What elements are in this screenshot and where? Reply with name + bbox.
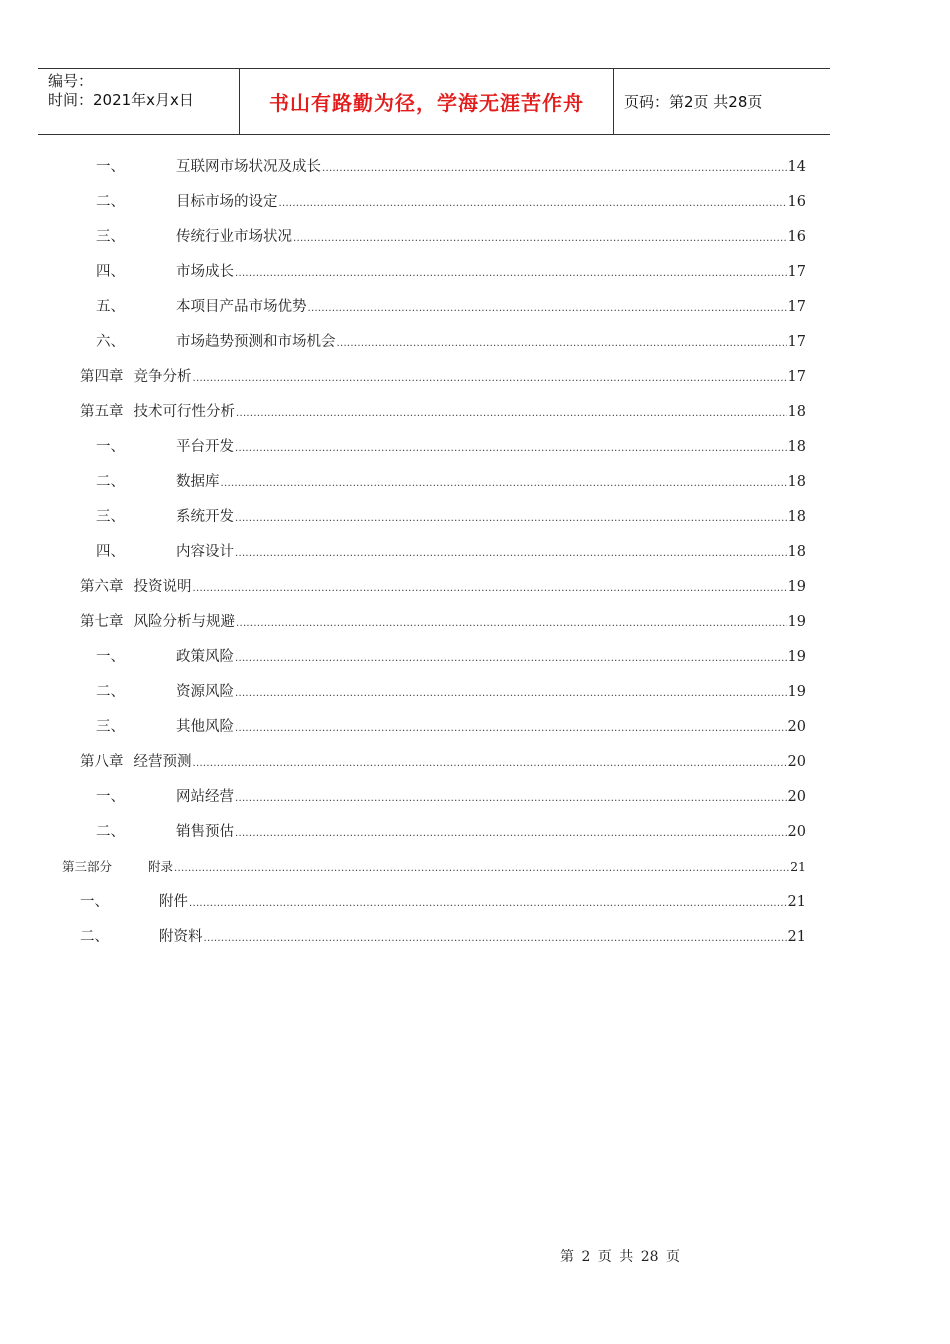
toc-entry-page: 16 — [787, 229, 806, 245]
toc-entry-title: 网站经营 — [176, 789, 234, 805]
toc-dot-leader — [235, 789, 787, 809]
toc-entry-title: 附录 — [148, 859, 174, 874]
toc-entry-title: 经营预测 — [133, 754, 192, 770]
toc-entry-title: 其他风险 — [176, 719, 234, 735]
toc-entry-page: 21 — [790, 859, 806, 874]
toc-dot-leader — [279, 194, 787, 214]
toc-entry-title: 本项目产品市场优势 — [176, 299, 307, 315]
toc-entry-title: 投资说明 — [133, 579, 192, 595]
toc-entry-page: 20 — [787, 754, 806, 770]
toc-entry-page: 19 — [787, 649, 806, 665]
toc-entry[interactable] — [96, 472, 806, 492]
toc-entry[interactable] — [80, 927, 806, 947]
toc-entry-number: 三、 — [96, 509, 125, 525]
toc-entry-number: 六、 — [96, 334, 125, 350]
toc-entry[interactable] — [80, 577, 806, 597]
toc-entry[interactable] — [80, 892, 806, 912]
toc-dot-leader — [235, 264, 787, 284]
toc-dot-leader — [189, 894, 787, 914]
toc-entry-page: 20 — [787, 719, 806, 735]
toc-entry-title: 内容设计 — [176, 544, 234, 560]
toc-dot-leader — [221, 474, 787, 494]
toc-entry-page: 17 — [787, 334, 806, 350]
toc-entry[interactable] — [96, 297, 806, 317]
header-page-label: 页码：第2页 共28页 — [624, 93, 763, 111]
toc-dot-leader — [235, 544, 787, 564]
toc-entry-title: 市场趋势预测和市场机会 — [176, 334, 336, 350]
toc-dot-leader — [235, 719, 787, 739]
toc-entry-page: 17 — [787, 369, 806, 385]
toc-entry-title: 互联网市场状况及成长 — [176, 159, 321, 175]
toc-entry-page: 19 — [787, 614, 806, 630]
toc-entry-page: 18 — [787, 544, 806, 560]
page-footer: 第 2 页 共 28 页 — [560, 1249, 680, 1265]
toc-entry-number: 第四章 — [80, 369, 124, 385]
toc-entry-number: 第三部分 — [62, 859, 113, 874]
toc-entry[interactable] — [80, 752, 806, 772]
toc-entry-title: 附件 — [159, 894, 188, 910]
toc-entry-title: 资源风险 — [176, 684, 234, 700]
toc-entry[interactable] — [62, 857, 806, 877]
toc-entry-page: 17 — [787, 299, 806, 315]
toc-entry[interactable] — [96, 192, 806, 212]
toc-dot-leader — [322, 159, 787, 179]
toc-dot-leader — [236, 614, 787, 634]
toc-entry-page: 21 — [787, 929, 806, 945]
toc-entry[interactable] — [96, 717, 806, 737]
toc-entry-title: 数据库 — [176, 474, 220, 490]
toc-entry-page: 18 — [787, 509, 806, 525]
toc-entry-number: 三、 — [96, 719, 125, 735]
toc-entry-title: 政策风险 — [176, 649, 234, 665]
toc-dot-leader — [235, 684, 787, 704]
toc-entry-number: 第六章 — [80, 579, 124, 595]
toc-dot-leader — [293, 229, 787, 249]
toc-entry-page: 19 — [787, 684, 806, 700]
toc-entry-page: 20 — [787, 824, 806, 840]
toc-entry-number: 一、 — [80, 894, 109, 910]
toc-entry[interactable] — [96, 787, 806, 807]
toc-entry-title: 技术可行性分析 — [133, 404, 235, 420]
toc-entry-number: 二、 — [96, 474, 125, 490]
toc-entry[interactable] — [96, 822, 806, 842]
toc-dot-leader — [337, 334, 787, 354]
toc-entry[interactable] — [80, 367, 806, 387]
toc-entry-page: 18 — [787, 474, 806, 490]
toc-entry-number: 四、 — [96, 264, 125, 280]
toc-entry-number: 四、 — [96, 544, 125, 560]
toc-entry-number: 第八章 — [80, 754, 124, 770]
document-time-label: 时间：2021年x月x日 — [48, 91, 194, 109]
toc-entry-page: 19 — [787, 579, 806, 595]
toc-entry-title: 系统开发 — [176, 509, 234, 525]
toc-dot-leader — [193, 754, 787, 774]
toc-entry-title: 竞争分析 — [133, 369, 192, 385]
toc-entry-number: 二、 — [96, 824, 125, 840]
toc-entry-number: 一、 — [96, 789, 125, 805]
toc-entry[interactable] — [96, 682, 806, 702]
toc-dot-leader — [235, 824, 787, 844]
document-number-label: 编号： — [48, 72, 94, 90]
toc-entry-number: 第七章 — [80, 614, 124, 630]
toc-entry-number: 三、 — [96, 229, 125, 245]
toc-dot-leader — [308, 299, 787, 319]
toc-entry-title: 目标市场的设定 — [176, 194, 278, 210]
toc-entry-number: 一、 — [96, 159, 125, 175]
toc-entry-number: 二、 — [80, 929, 109, 945]
toc-dot-leader — [235, 509, 787, 529]
toc-entry-number: 一、 — [96, 649, 125, 665]
toc-entry-title: 传统行业市场状况 — [176, 229, 292, 245]
toc-entry-title: 风险分析与规避 — [133, 614, 235, 630]
toc-entry-title: 销售预估 — [176, 824, 234, 840]
toc-dot-leader — [193, 369, 787, 389]
header-meta-cell — [38, 69, 240, 134]
toc-entry-number: 一、 — [96, 439, 125, 455]
toc-entry-title: 市场成长 — [176, 264, 234, 280]
toc-entry-number: 五、 — [96, 299, 125, 315]
toc-entry-title: 平台开发 — [176, 439, 234, 455]
toc-entry[interactable] — [96, 542, 806, 562]
toc-entry[interactable] — [80, 612, 806, 632]
toc-dot-leader — [193, 579, 787, 599]
toc-entry[interactable] — [80, 402, 806, 422]
toc-dot-leader — [236, 404, 787, 424]
toc-dot-leader — [174, 859, 789, 879]
header-page-cell — [614, 69, 830, 134]
toc-entry[interactable] — [96, 332, 806, 352]
toc-entry[interactable] — [96, 437, 806, 457]
toc-entry-title: 附资料 — [159, 929, 203, 945]
toc-dot-leader — [204, 929, 787, 949]
toc-entry-page: 20 — [787, 789, 806, 805]
toc-dot-leader — [235, 439, 787, 459]
toc-entry-page: 18 — [787, 404, 806, 420]
toc-entry-page: 17 — [787, 264, 806, 280]
toc-entry-page: 18 — [787, 439, 806, 455]
toc-entry-page: 16 — [787, 194, 806, 210]
page-header — [38, 68, 830, 135]
toc-entry[interactable] — [96, 507, 806, 527]
header-motto: 书山有路勤为径，学海无涯苦作舟 — [269, 91, 584, 115]
toc-entry-page: 21 — [787, 894, 806, 910]
toc-entry[interactable] — [96, 157, 806, 177]
toc-entry-number: 二、 — [96, 194, 125, 210]
toc-entry-number: 二、 — [96, 684, 125, 700]
toc-entry-number: 第五章 — [80, 404, 124, 420]
toc-dot-leader — [235, 649, 787, 669]
toc-entry[interactable] — [96, 647, 806, 667]
header-motto-cell — [240, 69, 614, 134]
toc-entry[interactable] — [96, 227, 806, 247]
toc-entry-page: 14 — [787, 159, 806, 175]
toc-entry[interactable] — [96, 262, 806, 282]
